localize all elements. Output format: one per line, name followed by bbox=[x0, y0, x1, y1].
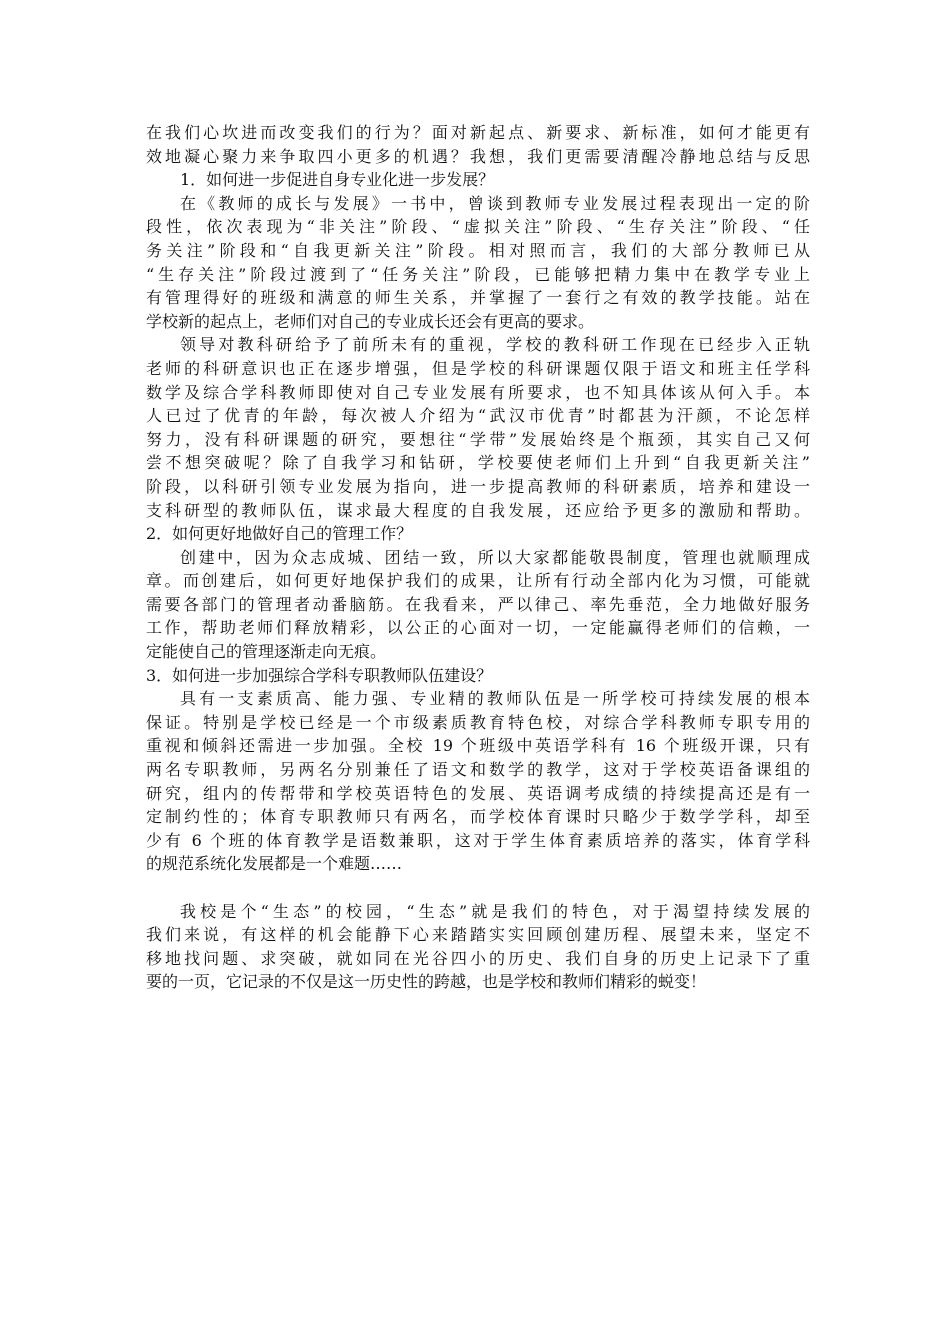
text-line: 重视和倾斜还需进一步加强。全校 19 个班级中英语学科有 16 个班级开课，只有 bbox=[146, 736, 810, 756]
text-line: 阶段，以科研引领专业发展为指向，进一步提高教师的科研素质，培养和建设一 bbox=[146, 476, 810, 496]
paragraph-intro bbox=[146, 121, 810, 168]
text-line: 工作，帮助老师们释放精彩，以公正的心面对一切，一定能赢得老师们的信赖，一 bbox=[146, 618, 810, 638]
blank-line bbox=[146, 876, 810, 900]
text-line: 段性，依次表现为“非关注”阶段、“虚拟关注”阶段、“生存关注”阶段、“任 bbox=[146, 217, 810, 237]
text-line: 定能使自己的管理逐渐走向无痕。 bbox=[146, 642, 387, 662]
text-line: 少有 6 个班的体育教学是语数兼职，这对于学生体育素质培养的落实，体育学科 bbox=[146, 830, 810, 850]
text-line: 数学及综合学科教师即使对自己专业发展有所要求，也不知具体该从何入手。本 bbox=[146, 382, 810, 402]
text-line: 我们来说，有这样的机会能静下心来踏踏实实回顾创建历程、展望未来，坚定不 bbox=[146, 925, 810, 945]
text-line: 保证。特别是学校已经是一个市级素质教育特色校，对综合学科教师专职专用的 bbox=[146, 712, 810, 732]
text-line: 努力，没有科研课题的研究，要想往“学带”发展始终是个瓶颈，其实自己又何 bbox=[146, 429, 810, 449]
text-line: 在我们心坎进而改变我们的行为？面对新起点、新要求、新标准，如何才能更有 bbox=[146, 123, 810, 142]
text-line: 人已过了优青的年龄，每次被人介绍为“武汉市优青”时都甚为汗颜，不论怎样 bbox=[146, 406, 810, 426]
paragraph-closing bbox=[146, 900, 810, 994]
text-line: 效地凝心聚力来争取四小更多的机遇？我想，我们更需要清醒冷静地总结与反思 bbox=[146, 146, 810, 166]
text-line: 两名专职教师，另两名分别兼任了语文和数学的教学，这对于学校英语备课组的 bbox=[146, 760, 810, 780]
paragraph-1a bbox=[146, 192, 810, 334]
paragraph-3 bbox=[146, 687, 810, 876]
text-line: 支科研型的教师队伍，谋求最大程度的自我发展，还应给予更多的激励和帮助。 bbox=[146, 500, 810, 520]
text-line: 需要各部门的管理者动番脑筋。在我看来，严以律己、率先垂范，全力地做好服务 bbox=[146, 594, 810, 614]
paragraph-2 bbox=[146, 546, 810, 664]
text-line: 的规范系统化发展都是一个难题…… bbox=[146, 854, 403, 874]
text-line: 在《教师的成长与发展》一书中，曾谈到教师专业发展过程表现出一定的阶 bbox=[180, 193, 810, 213]
text-line: 创建中，因为众志成城、团结一致，所以大家都能敬畏制度，管理也就顺理成 bbox=[180, 547, 810, 567]
paragraph-1b bbox=[146, 333, 810, 522]
section-heading-2: 2．如何更好地做好自己的管理工作？ bbox=[146, 524, 413, 544]
text-line: 研究，组内的传帮带和学校英语特色的发展、英语调考成绩的持续提高还是有一 bbox=[146, 783, 810, 803]
text-line: 老师的科研意识也正在逐步增强，但是学校的科研课题仅限于语文和班主任学科 bbox=[146, 358, 810, 378]
text-line: 要的一页，它记录的不仅是这一历史性的跨越，也是学校和教师们精彩的蜕变！ bbox=[146, 972, 707, 992]
text-line: “生存关注”阶段过渡到了“任务关注”阶段，已能够把精力集中在教学专业上 bbox=[146, 264, 810, 284]
text-line: 章。而创建后，如何更好地保护我们的成果，让所有行动全部内化为习惯，可能就 bbox=[146, 571, 810, 591]
text-line: 学校新的起点上，老师们对自己的专业成长还会有更高的要求。 bbox=[146, 311, 595, 331]
text-line: 有管理得好的班级和满意的师生关系，并掌握了一套行之有效的教学技能。站在 bbox=[146, 288, 810, 308]
text-line: 定制约性的；体育专职教师只有两名，而学校体育课时只略少于数学学科，却至 bbox=[146, 807, 810, 827]
text-line: 我校是个“生态”的校园，“生态”就是我们的特色，对于渴望持续发展的 bbox=[180, 901, 810, 921]
text-line: 具有一支素质高、能力强、专业精的教师队伍是一所学校可持续发展的根本 bbox=[180, 689, 810, 709]
section-heading-3: 3．如何进一步加强综合学科专职教师队伍建设？ bbox=[146, 665, 493, 685]
text-line: 领导对教科研给予了前所未有的重视，学校的教科研工作现在已经步入正轨 bbox=[180, 335, 810, 355]
text-line: 尝不想突破呢？除了自我学习和钻研，学校要使老师们上升到“自我更新关注” bbox=[146, 453, 810, 473]
section-heading-1: 1．如何进一步促进自身专业化进一步发展？ bbox=[180, 170, 495, 190]
document-body bbox=[146, 121, 810, 994]
text-line: 移地找问题、求突破，就如同在光谷四小的历史、我们自身的历史上记录下了重 bbox=[146, 948, 810, 968]
text-line: 务关注”阶段和“自我更新关注”阶段。相对照而言，我们的大部分教师已从 bbox=[146, 240, 810, 260]
